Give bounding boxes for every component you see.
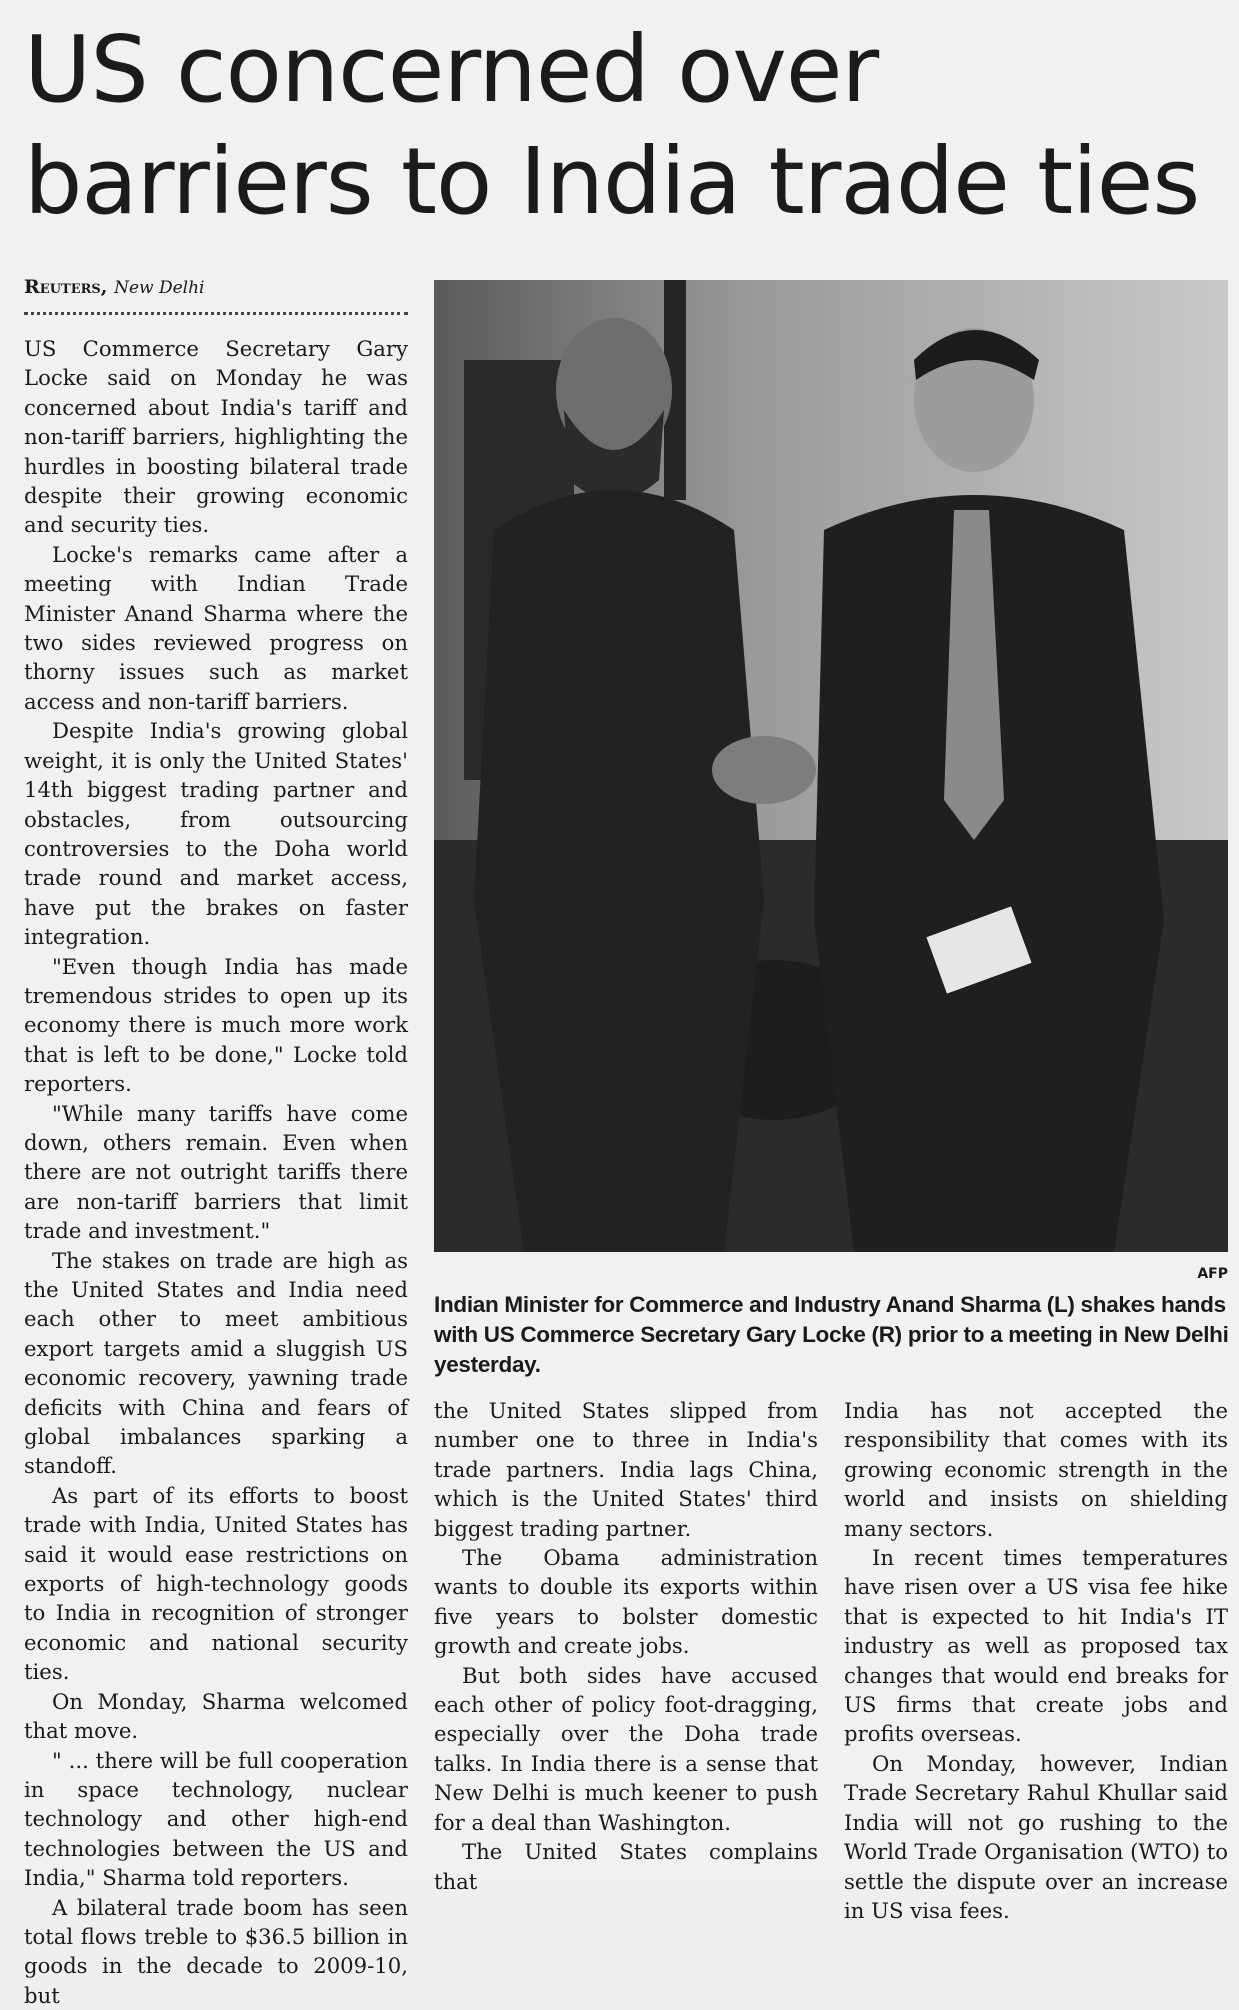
paragraph: In recent times temperatures have risen over a US visa fee hike that is expected to hit India's IT industry as well as proposed tax changes that would end breaks for US firms that create jobs and profits overseas.: [844, 1545, 1228, 1747]
news-photo: [434, 280, 1228, 1252]
paragraph: "While many tariffs have come down, others remain. Even when there are not outright tariffs there are non-tariff barriers that limit trade and investment.": [24, 1100, 408, 1244]
photo-caption: Indian Minister for Commerce and Industry Anand Sharma (L) shakes hands with US Commerce Secretary Gary Locke (R) prior to a meeting in New Delhi yesterday.: [434, 1292, 1229, 1377]
paragraph: the United States slipped from number one to three in India's trade partners. India lags China, which is the United States' third biggest trading partner.: [434, 1398, 818, 1541]
article-column-2: [434, 1396, 818, 1896]
paragraph: Despite India's growing global weight, it is only the United States' 14th biggest trading partner and obstacles, from outsourcing controversies to the Doha world trade round and market access, have put the brakes on faster integration.: [24, 718, 408, 950]
left-person-suit: [474, 490, 764, 1252]
paragraph: India has not accepted the responsibility that comes with its growing economic strength in the world and insists on shielding many sectors.: [844, 1398, 1228, 1541]
byline-agency: Reuters,: [24, 276, 108, 298]
paragraph: "Even though India has made tremendous strides to open up its economy there is much more work that is left to be done," Locke told reporters.: [24, 953, 408, 1097]
byline: [24, 276, 404, 298]
headline: US concerned over barriers to India trade ties: [24, 16, 1200, 235]
paragraph: On Monday, however, Indian Trade Secretary Rahul Khullar said India will not go rushing to the World Trade Organisation (WTO) to settle the dispute over an increase in US visa fees.: [844, 1750, 1228, 1923]
byline-divider: [24, 312, 408, 315]
paragraph: But both sides have accused each other of policy foot-dragging, especially over the Doha trade talks. In India there is a sense that New Delhi is much keener to push for a deal than Washington.: [434, 1662, 818, 1835]
paragraph: The Obama administration wants to double its exports within five years to bolster domestic growth and create jobs.: [434, 1545, 818, 1659]
handshake-photo-illustration: [434, 280, 1228, 1252]
paragraph: A bilateral trade boom has seen total flows treble to $36.5 billion in goods in the decade to 2009-10, but: [24, 1894, 408, 2008]
paragraph: " ... there will be full cooperation in space technology, nuclear technology and other high-end technologies between the US and India," Sharma told reporters.: [24, 1747, 408, 1891]
paragraph: US Commerce Secretary Gary Locke said on Monday he was concerned about India's tariff and non-tariff barriers, highlighting the hurdles in boosting bilateral trade despite their growing economic and security ties.: [24, 336, 408, 538]
paragraph: The United States complains that: [434, 1839, 818, 1894]
handshake: [712, 736, 816, 804]
paragraph: On Monday, Sharma welcomed that move.: [24, 1688, 408, 1744]
byline-location: New Delhi: [114, 278, 205, 298]
photo-credit: AFP: [1197, 1266, 1228, 1282]
article-column-3: [844, 1396, 1228, 1925]
paragraph: As part of its efforts to boost trade with India, United States has said it would ease restrictions on exports of high-technology goods to India in recognition of stronger economic and national security ties.: [24, 1482, 408, 1685]
paragraph: The stakes on trade are high as the United States and India need each other to meet ambitious export targets amid a sluggish US economic recovery, yawning trade deficits with China and fears of global imbalances sparking a standoff.: [24, 1247, 408, 1479]
paragraph: Locke's remarks came after a meeting with Indian Trade Minister Anand Sharma where the two sides reviewed progress on thorny issues such as market access and non-tariff barriers.: [24, 541, 408, 714]
article-column-1: [24, 334, 408, 2010]
